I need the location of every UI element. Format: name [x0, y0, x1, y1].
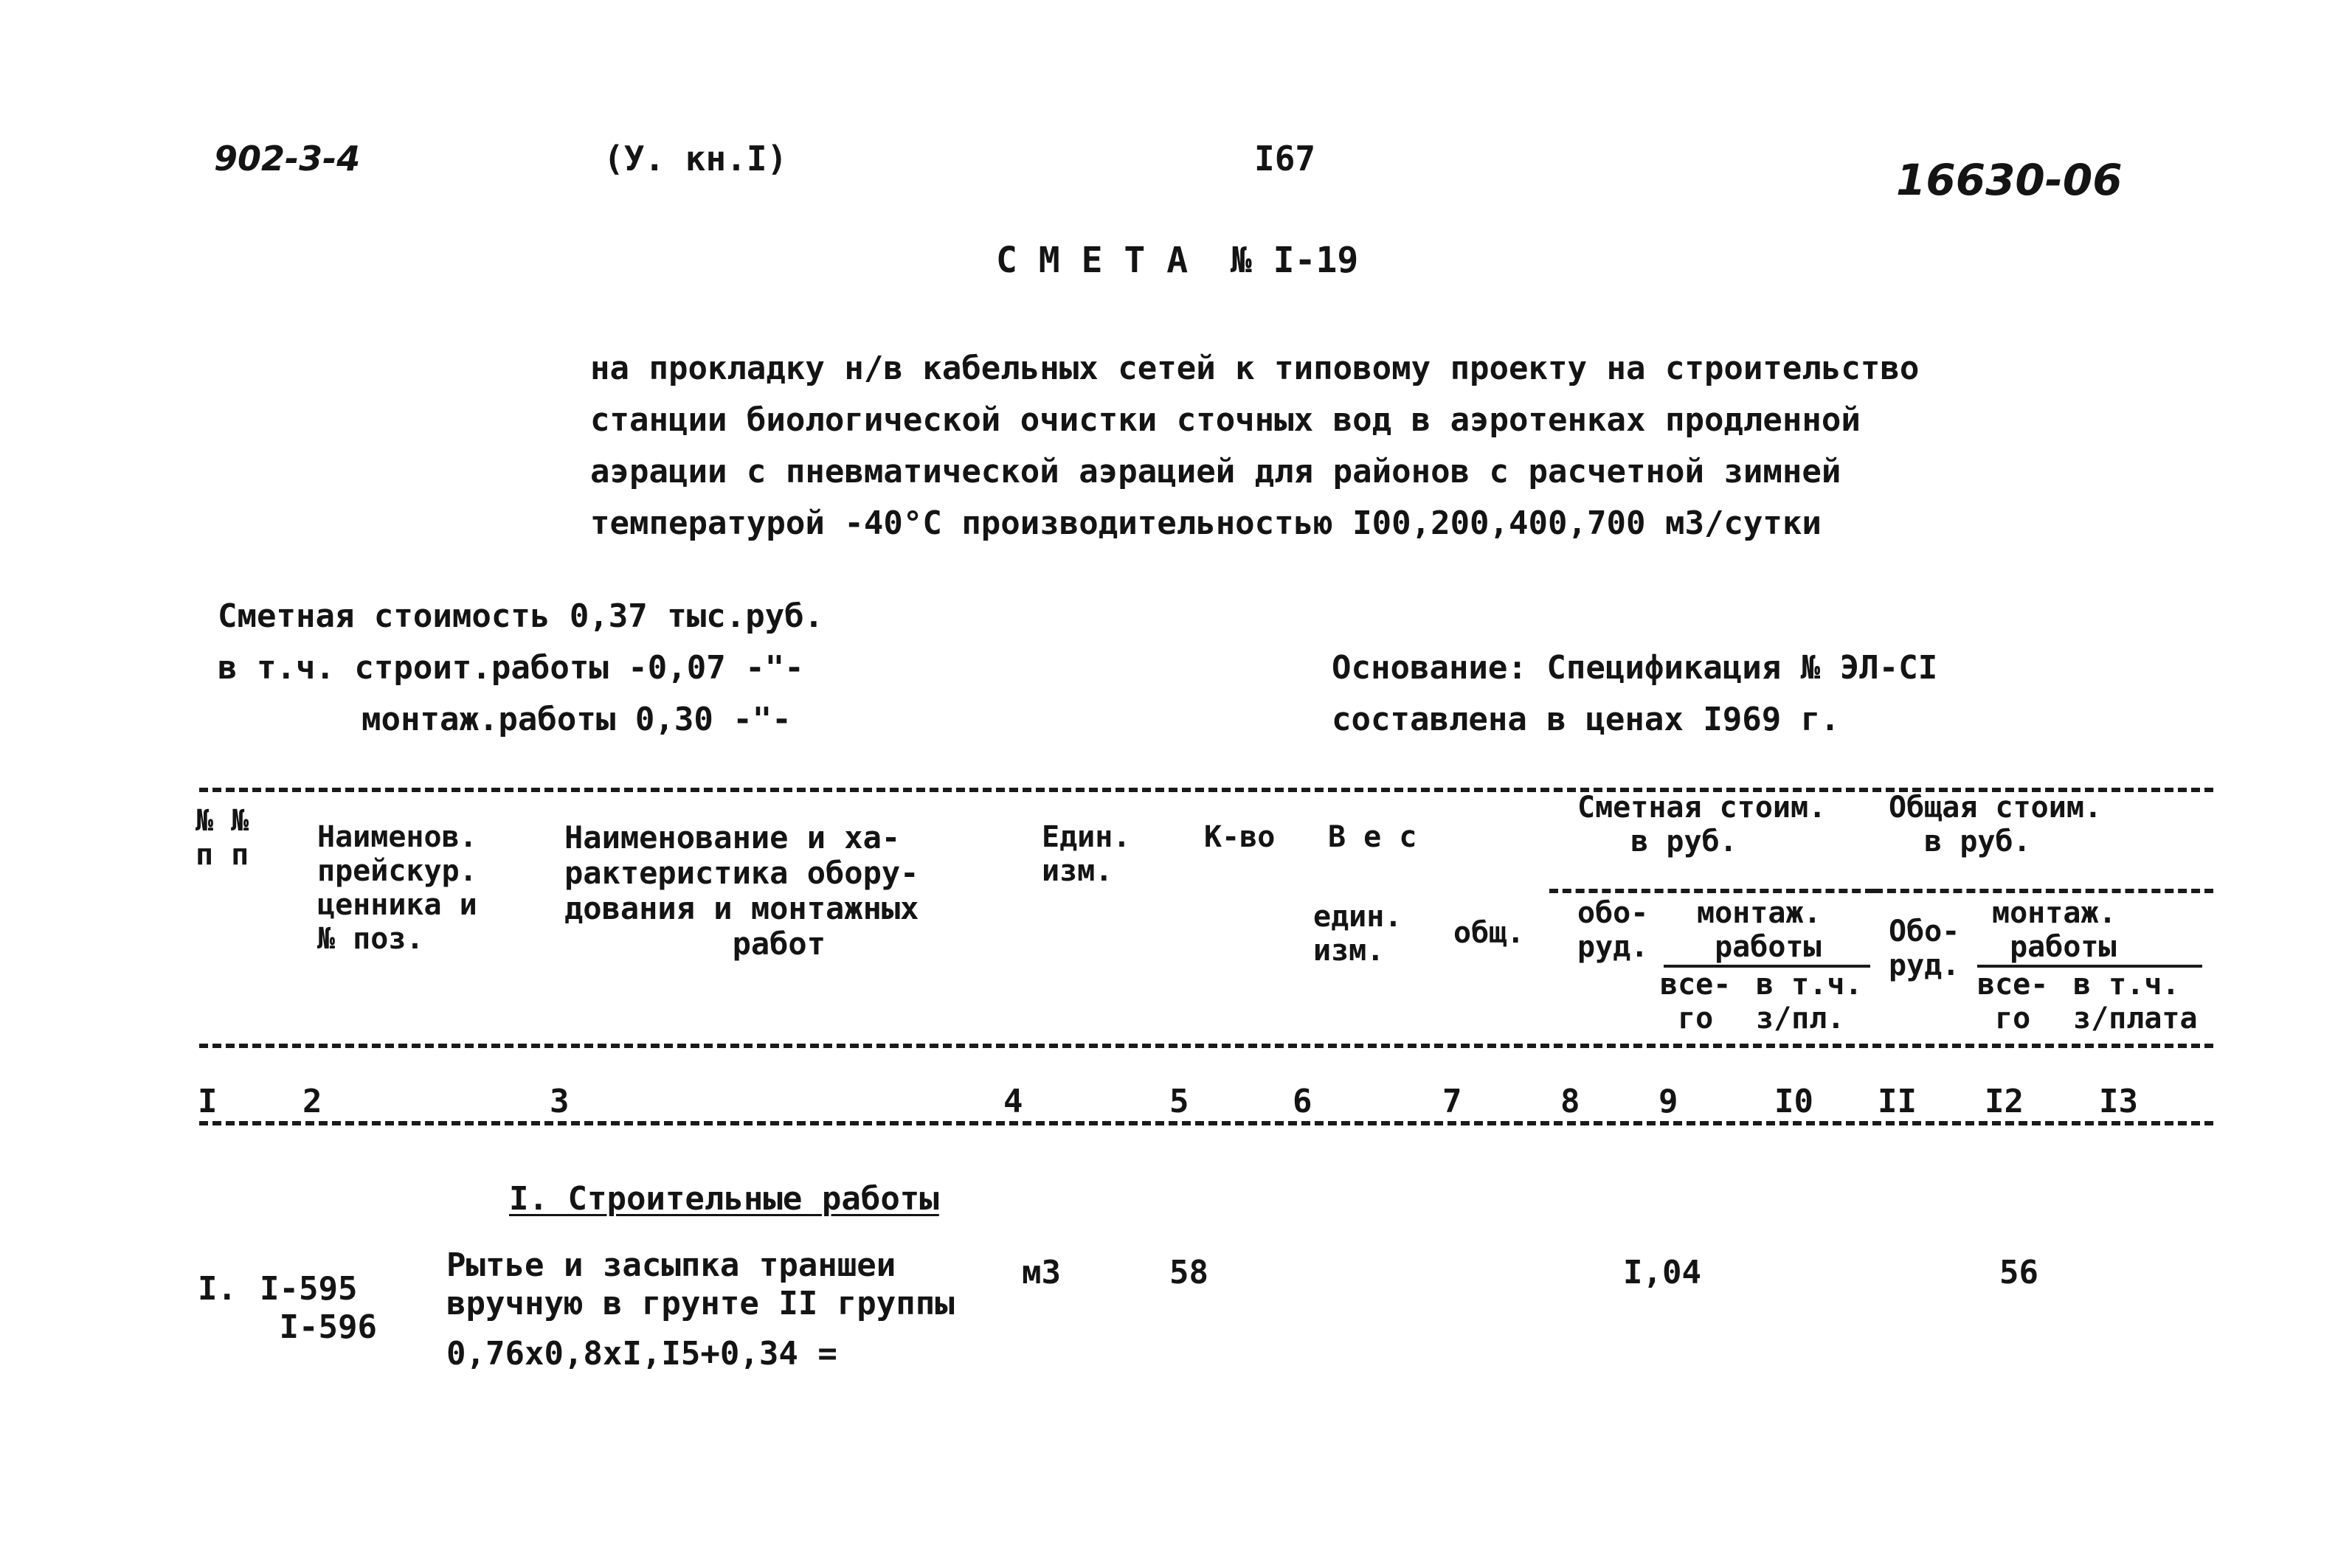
column-number: 4	[1003, 1083, 1023, 1120]
header-bottom-rule	[199, 1044, 2213, 1048]
row-number: I.	[198, 1270, 237, 1308]
header-num: № № п п	[196, 804, 249, 872]
header-weight-total: общ.	[1453, 916, 1525, 950]
column-number: I0	[1774, 1083, 1813, 1120]
row-install-all: I,04	[1623, 1254, 1701, 1291]
subheader-rule-est	[1549, 889, 1874, 893]
cost-total: Сметная стоимость 0,37 тыс.руб.	[218, 597, 824, 635]
row-unit: м3	[1022, 1254, 1061, 1291]
basis-line-1: Основание: Спецификация № ЭЛ-СI	[1332, 649, 1938, 687]
row-formula: 0,76х0,8хI,I5+0,34 =	[446, 1335, 837, 1373]
subtitle	[590, 343, 1919, 549]
header-weight: В е с	[1328, 820, 1417, 854]
column-number: 3	[550, 1083, 570, 1120]
document-title: С М Е Т А № I-19	[996, 240, 1359, 281]
project-code: 902-3-4	[214, 139, 361, 178]
header-qty: К-во	[1204, 820, 1276, 854]
header-all-2: все- го	[1977, 968, 2049, 1035]
header-wage-2: в т.ч. з/плата	[2073, 968, 2198, 1035]
section-title	[509, 1180, 939, 1218]
subtitle-line: аэрации с пневматической аэрацией для районов с расчетной зимней	[590, 453, 1841, 490]
row-code: I-595 I-596	[260, 1270, 377, 1346]
header-installation-2: монтаж. работы	[1992, 896, 2117, 964]
page-number: I67	[1254, 139, 1316, 178]
column-number: I3	[2099, 1083, 2138, 1120]
header-equipment-1: обо- руд.	[1577, 896, 1649, 964]
basis-line-2: составлена в ценах I969 г.	[1332, 701, 1840, 738]
document-number: 16630-06	[1896, 155, 2123, 205]
header-unit: Един. изм.	[1042, 820, 1131, 888]
column-number: II	[1878, 1083, 1917, 1120]
header-name: Наименование и ха- рактеристика обору- дования и монтажных работ	[564, 819, 919, 962]
volume-label: (У. кн.I)	[603, 139, 788, 178]
column-number: 9	[1658, 1083, 1678, 1120]
subheader-rule-total	[1874, 889, 2213, 893]
column-number: 5	[1169, 1083, 1189, 1120]
column-number: 7	[1442, 1083, 1462, 1120]
header-equipment-2: Обо- руд.	[1889, 915, 1960, 982]
header-total-cost: Общая стоим. в руб.	[1889, 791, 2102, 858]
header-estimated-cost: Сметная стоим. в руб.	[1577, 791, 1827, 858]
subtitle-line: на прокладку н/в кабельных сетей к типовому проекту на строительство	[590, 350, 1920, 387]
column-number: I	[198, 1083, 218, 1120]
row-name: Рытье и засыпка траншеи вручную в грунте II группы	[446, 1246, 955, 1322]
subtitle-line: станции биологической очистки сточных вод в аэротенках продленной	[590, 401, 1861, 439]
column-number-rule	[199, 1121, 2213, 1125]
column-number: 2	[302, 1083, 322, 1120]
column-number: I2	[1985, 1083, 2024, 1120]
header-code: Наименов. прейскур. ценника и № поз.	[317, 820, 477, 956]
header-wage-1: в т.ч. з/пл.	[1756, 968, 1863, 1035]
subtitle-line: температурой -40°С производительностью I00,200,400,700 м3/сутки	[590, 504, 1822, 542]
header-installation-1: монтаж. работы	[1697, 896, 1822, 964]
cost-construction: в т.ч. строит.работы -0,07 -"-	[218, 649, 804, 687]
header-weight-unit: един. изм.	[1313, 900, 1402, 968]
column-number: 6	[1293, 1083, 1312, 1120]
column-number: 8	[1560, 1083, 1580, 1120]
cost-installation: монтаж.работы 0,30 -"-	[362, 701, 792, 738]
section-title-text: I. Строительные работы	[509, 1180, 939, 1218]
header-all-1: все- го	[1660, 968, 1732, 1035]
row-total-install-all: 56	[1999, 1254, 2038, 1291]
row-quantity: 58	[1169, 1254, 1208, 1291]
